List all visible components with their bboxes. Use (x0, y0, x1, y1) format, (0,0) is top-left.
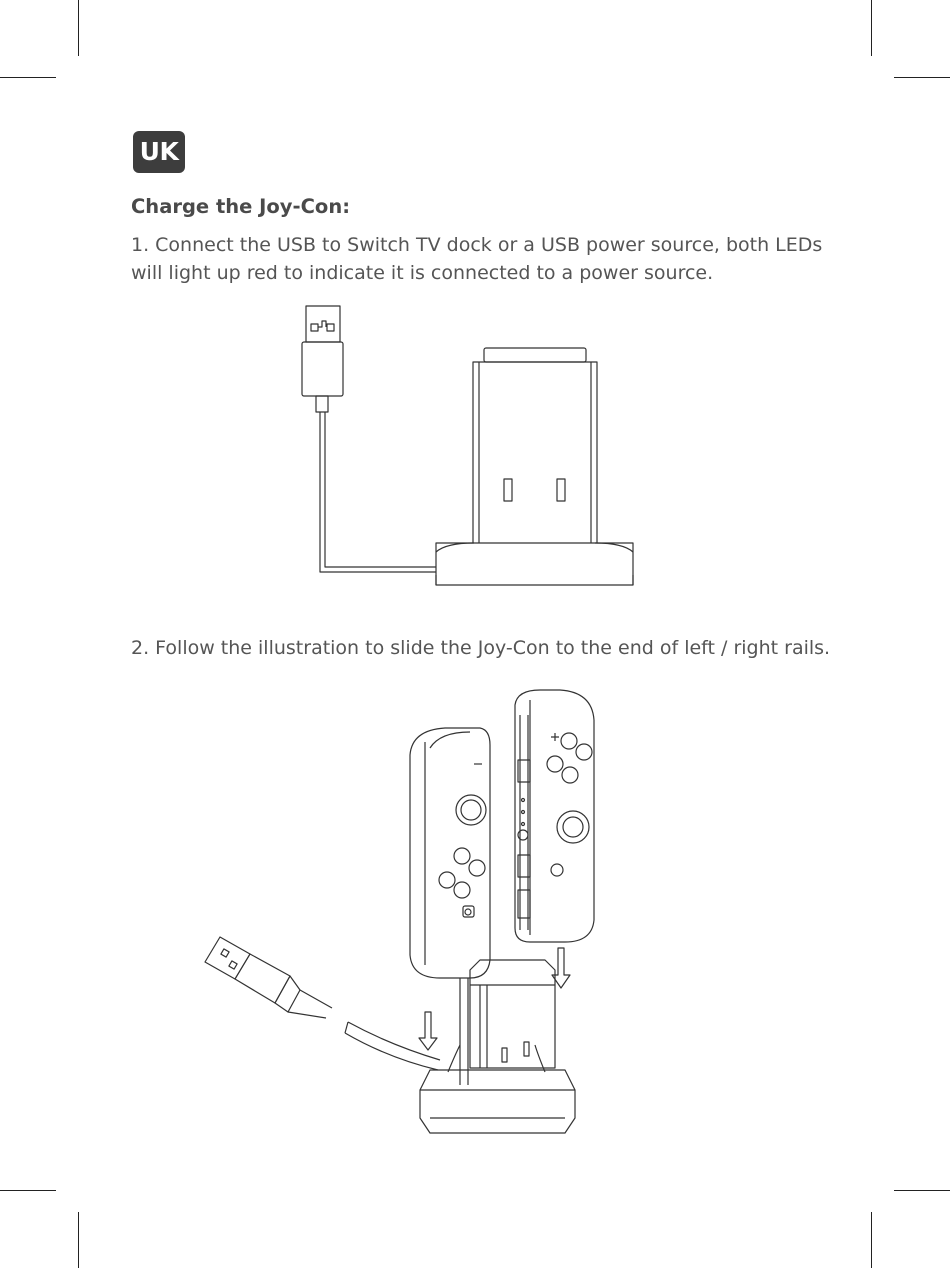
usb-plug-angled-icon (205, 937, 332, 1018)
down-arrow-left-icon (419, 1012, 437, 1050)
step-1-text: 1. Connect the USB to Switch TV dock or a USB power source, both LEDs will light up red to indicate it is connected to a power source. (131, 234, 823, 284)
step-2-text: 2. Follow the illustration to slide the Joy-Con to the end of left / right rails. (131, 637, 831, 659)
right-joycon-icon (515, 690, 594, 942)
language-badge: UK (133, 131, 185, 173)
charging-dock-angled (420, 960, 575, 1133)
section-heading: Charge the Joy-Con: (131, 195, 351, 218)
left-joycon-icon (410, 728, 490, 978)
